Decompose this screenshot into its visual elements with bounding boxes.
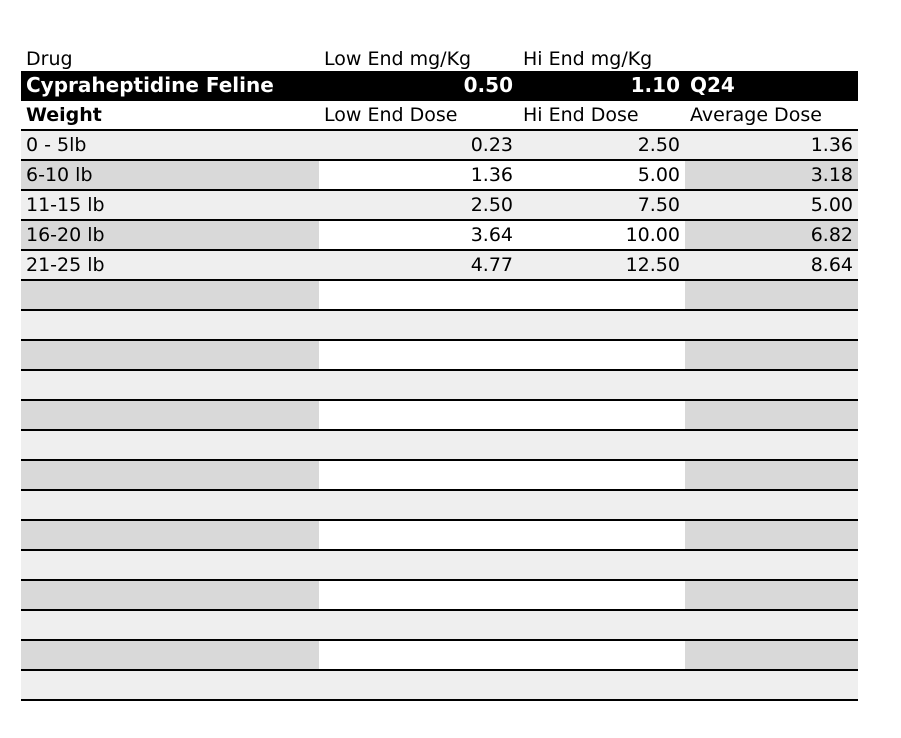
low-end-mgkg-label: Low End mg/Kg: [324, 48, 472, 70]
drug-name[interactable]: Cypraheptidine Feline: [26, 73, 274, 97]
weight-cell[interactable]: [21, 641, 319, 669]
hi-dose-cell[interactable]: [518, 491, 685, 519]
hi-dose-cell[interactable]: [518, 521, 685, 549]
low-dose-cell[interactable]: [319, 461, 518, 489]
empty-table-row: [21, 611, 858, 641]
empty-table-row: [21, 581, 858, 611]
weight-cell[interactable]: 0 - 5lb: [21, 131, 319, 159]
empty-table-row: [21, 311, 858, 341]
weight-cell[interactable]: [21, 521, 319, 549]
average-dose-cell[interactable]: [685, 401, 858, 429]
low-dose-cell[interactable]: 0.23: [319, 131, 518, 159]
empty-table-row: [21, 491, 858, 521]
average-dose-cell[interactable]: [685, 491, 858, 519]
average-dose-cell[interactable]: 8.64: [685, 251, 858, 279]
average-dose-cell[interactable]: [685, 611, 858, 639]
weight-cell[interactable]: [21, 671, 319, 699]
empty-table-row: [21, 641, 858, 671]
low-end-dose-header: Low End Dose: [324, 104, 458, 126]
hi-dose-cell[interactable]: [518, 671, 685, 699]
average-dose-cell[interactable]: [685, 641, 858, 669]
hi-dose-cell[interactable]: 5.00: [518, 161, 685, 189]
weight-cell[interactable]: [21, 281, 319, 309]
low-dose-cell[interactable]: [319, 641, 518, 669]
weight-cell[interactable]: [21, 371, 319, 399]
drug-hi-end-value[interactable]: 1.10: [630, 73, 680, 97]
average-dose-cell[interactable]: [685, 431, 858, 459]
hi-dose-cell[interactable]: 10.00: [518, 221, 685, 249]
weight-cell[interactable]: [21, 341, 319, 369]
weight-cell[interactable]: [21, 581, 319, 609]
table-row: [21, 161, 858, 191]
weight-cell[interactable]: 16-20 lb: [21, 221, 319, 249]
hi-dose-cell[interactable]: [518, 611, 685, 639]
empty-rows: [21, 281, 858, 701]
weight-cell[interactable]: [21, 611, 319, 639]
average-dose-cell[interactable]: 6.82: [685, 221, 858, 249]
weight-cell[interactable]: [21, 311, 319, 339]
hi-dose-cell[interactable]: [518, 551, 685, 579]
low-dose-cell[interactable]: [319, 371, 518, 399]
hi-dose-cell[interactable]: [518, 311, 685, 339]
average-dose-cell[interactable]: [685, 311, 858, 339]
weight-cell[interactable]: [21, 431, 319, 459]
low-dose-cell[interactable]: [319, 581, 518, 609]
average-dose-cell[interactable]: [685, 341, 858, 369]
low-dose-cell[interactable]: 4.77: [319, 251, 518, 279]
low-dose-cell[interactable]: [319, 401, 518, 429]
hi-dose-cell[interactable]: 12.50: [518, 251, 685, 279]
table-row: [21, 251, 858, 281]
weight-cell[interactable]: 6-10 lb: [21, 161, 319, 189]
hi-dose-cell[interactable]: [518, 401, 685, 429]
hi-dose-cell[interactable]: [518, 431, 685, 459]
hi-end-mgkg-label: Hi End mg/Kg: [523, 48, 653, 70]
low-dose-cell[interactable]: [319, 611, 518, 639]
table-row: [21, 221, 858, 251]
hi-dose-cell[interactable]: 2.50: [518, 131, 685, 159]
empty-table-row: [21, 521, 858, 551]
hi-dose-cell[interactable]: [518, 641, 685, 669]
average-dose-cell[interactable]: 5.00: [685, 191, 858, 219]
empty-table-row: [21, 341, 858, 371]
label-row: [21, 43, 858, 71]
low-dose-cell[interactable]: 3.64: [319, 221, 518, 249]
low-dose-cell[interactable]: [319, 341, 518, 369]
hi-dose-cell[interactable]: [518, 341, 685, 369]
drug-row: [21, 71, 858, 101]
hi-dose-cell[interactable]: [518, 581, 685, 609]
weight-cell[interactable]: 11-15 lb: [21, 191, 319, 219]
empty-table-row: [21, 461, 858, 491]
drug-label: Drug: [26, 48, 73, 70]
hi-dose-cell[interactable]: 7.50: [518, 191, 685, 219]
hi-dose-cell[interactable]: [518, 461, 685, 489]
drug-low-end-value[interactable]: 0.50: [463, 73, 513, 97]
weight-cell[interactable]: [21, 461, 319, 489]
low-dose-cell[interactable]: [319, 311, 518, 339]
average-dose-cell[interactable]: [685, 371, 858, 399]
hi-dose-cell[interactable]: [518, 371, 685, 399]
average-dose-cell[interactable]: [685, 551, 858, 579]
low-dose-cell[interactable]: [319, 281, 518, 309]
hi-end-dose-header: Hi End Dose: [523, 104, 639, 126]
drug-frequency[interactable]: Q24: [690, 73, 735, 97]
average-dose-cell[interactable]: [685, 281, 858, 309]
hi-dose-cell[interactable]: [518, 281, 685, 309]
empty-table-row: [21, 671, 858, 701]
low-dose-cell[interactable]: 1.36: [319, 161, 518, 189]
average-dose-cell[interactable]: [685, 461, 858, 489]
column-header-row: [21, 101, 858, 131]
low-dose-cell[interactable]: [319, 491, 518, 519]
low-dose-cell[interactable]: [319, 431, 518, 459]
weight-header: Weight: [26, 104, 102, 126]
empty-table-row: [21, 371, 858, 401]
low-dose-cell[interactable]: [319, 521, 518, 549]
average-dose-cell[interactable]: [685, 581, 858, 609]
low-dose-cell[interactable]: [319, 551, 518, 579]
low-dose-cell[interactable]: [319, 671, 518, 699]
dose-table: [21, 43, 858, 701]
weight-cell[interactable]: [21, 491, 319, 519]
empty-table-row: [21, 281, 858, 311]
table-row: [21, 191, 858, 221]
weight-cell[interactable]: 21-25 lb: [21, 251, 319, 279]
weight-cell[interactable]: [21, 401, 319, 429]
blank-label: [685, 43, 858, 71]
empty-table-row: [21, 401, 858, 431]
average-dose-cell[interactable]: 1.36: [685, 131, 858, 159]
weight-cell[interactable]: [21, 551, 319, 579]
average-dose-header: Average Dose: [690, 104, 822, 126]
average-dose-cell[interactable]: 3.18: [685, 161, 858, 189]
average-dose-cell[interactable]: [685, 521, 858, 549]
empty-table-row: [21, 551, 858, 581]
average-dose-cell[interactable]: [685, 671, 858, 699]
table-row: [21, 131, 858, 161]
low-dose-cell[interactable]: 2.50: [319, 191, 518, 219]
empty-table-row: [21, 431, 858, 461]
